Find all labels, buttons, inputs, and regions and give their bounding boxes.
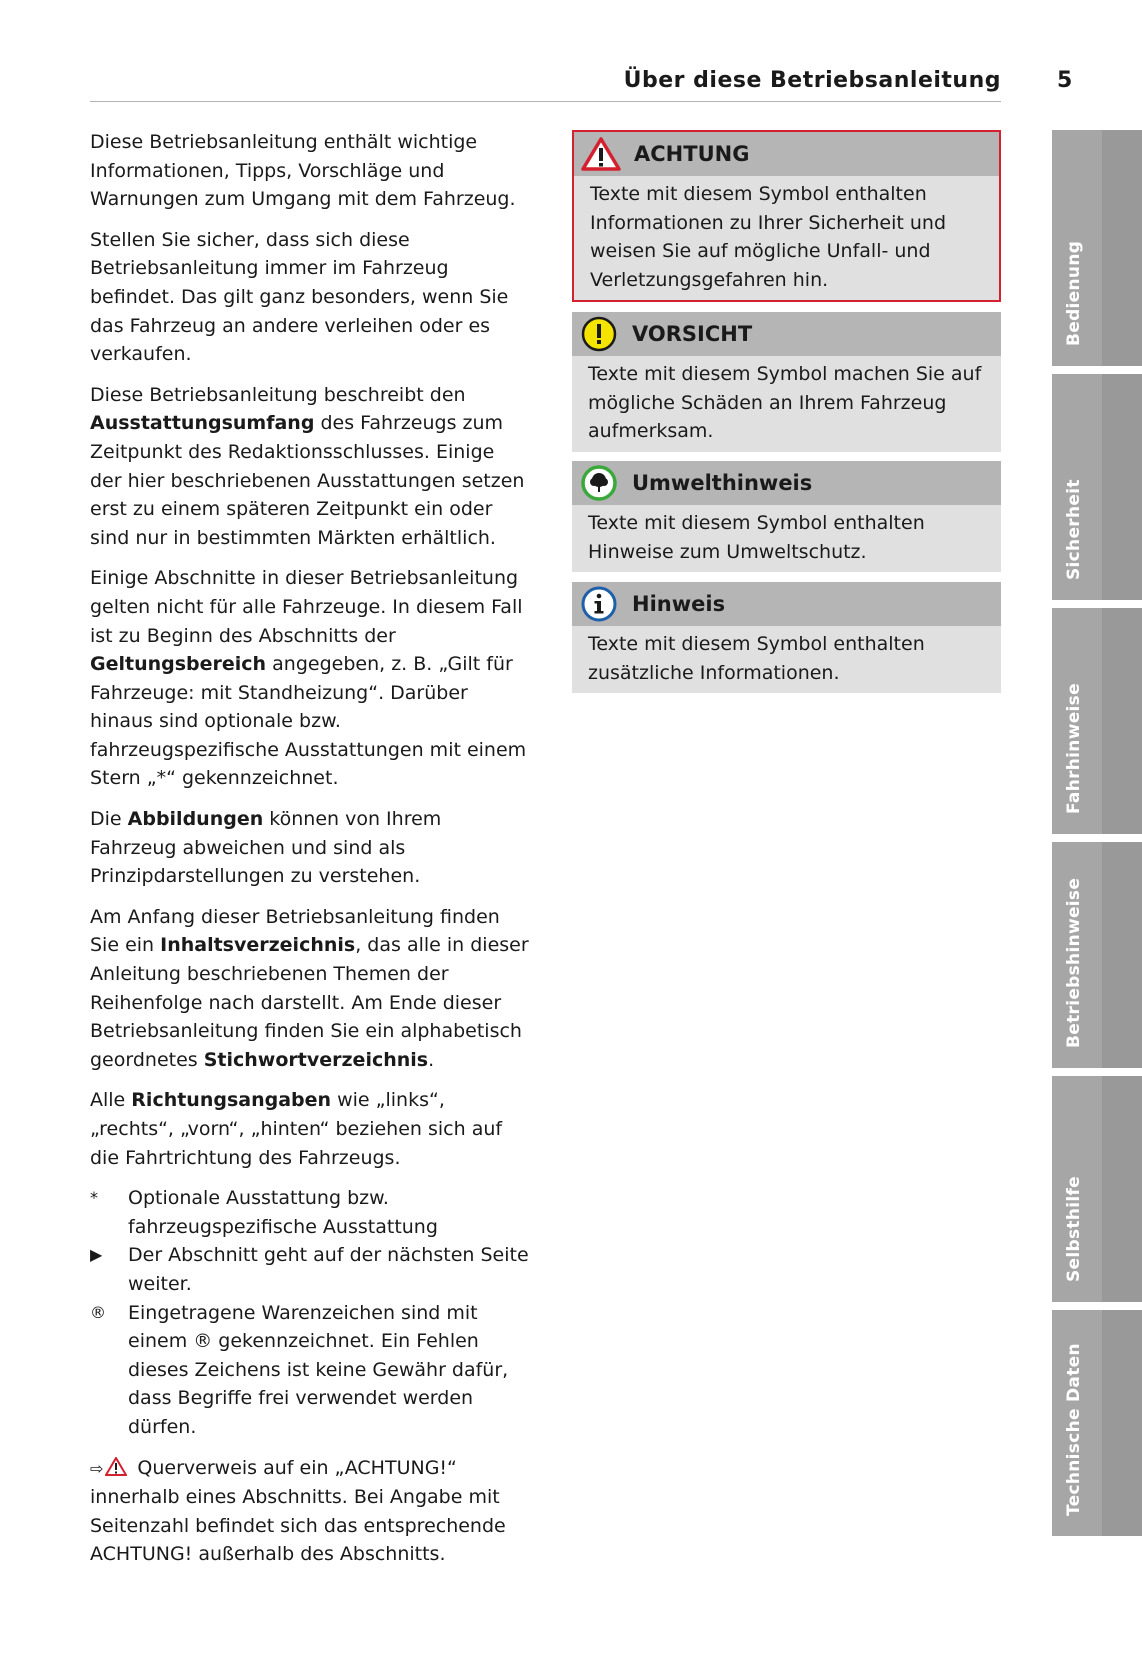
notice-header bbox=[574, 132, 999, 176]
notice-header bbox=[572, 582, 1001, 626]
cross-ref-arrow-icon: ⇨ bbox=[90, 1458, 104, 1478]
main-text-column bbox=[90, 128, 530, 1581]
paragraph-keep-in-vehicle: Stellen Sie sicher, dass sich diese Betriebsanleitung immer im Fahrzeug befindet. Das gilt ganz besonders, wenn Sie das Fahrzeug an andere verleihen oder es verkaufen. bbox=[90, 228, 509, 366]
cross-ref-text: Querverweis auf ein „ACHTUNG!“ innerhalb eines Abschnitts. Bei Angabe mit Seitenzahl befindet sich das entsprechende ACHTUNG! außerhalb des Abschnitts. bbox=[90, 1456, 506, 1566]
bold-term: Abbildungen bbox=[127, 808, 264, 831]
symbol-legend bbox=[90, 1184, 530, 1441]
text-segment: Die bbox=[90, 808, 128, 831]
text-segment: Am Anfang dieser Betriebsanleitung finden Sie ein bbox=[90, 905, 500, 957]
bold-term: Inhaltsverzeichnis bbox=[160, 934, 356, 957]
notice-header bbox=[572, 461, 1001, 505]
notice-hinweis bbox=[572, 582, 1001, 693]
paragraph-illustrations bbox=[90, 805, 530, 891]
asterisk-icon: * bbox=[90, 1188, 98, 1208]
page-title: Über diese Betriebsanleitung bbox=[623, 68, 1001, 93]
paragraph-scope bbox=[90, 564, 530, 793]
paragraph-index bbox=[90, 903, 530, 1075]
notice-text: Texte mit diesem Symbol enthalten Informationen zu Ihrer Sicherheit und weisen Sie auf mögliche Unfall- und Verletzungsgefahren hin. bbox=[590, 183, 947, 291]
side-tab-label: Selbsthilfe bbox=[1064, 1176, 1084, 1282]
paragraph-equipment bbox=[90, 381, 530, 553]
text-segment: Alle bbox=[90, 1089, 132, 1112]
notice-text: Texte mit diesem Symbol enthalten Hinweise zum Umweltschutz. bbox=[588, 512, 925, 563]
legend-item bbox=[90, 1184, 530, 1241]
side-tab-bedienung[interactable] bbox=[1052, 130, 1142, 366]
text-segment: können von Ihrem Fahrzeug abweichen und sind als Prinzipdarstellungen zu verstehen. bbox=[90, 808, 442, 888]
bold-term: Richtungsangaben bbox=[131, 1089, 332, 1112]
side-tab-selbsthilfe[interactable] bbox=[1052, 1076, 1142, 1302]
paragraph-directions bbox=[90, 1086, 530, 1172]
legend-item bbox=[90, 1299, 530, 1442]
paragraph-cross-reference bbox=[90, 1454, 530, 1569]
legend-text: Der Abschnitt geht auf der nächsten Seite weiter. bbox=[128, 1244, 529, 1295]
warning-triangle-icon bbox=[105, 1457, 127, 1476]
legend-text: Eingetragene Warenzeichen sind mit einem ® gekennzeichnet. Ein Fehlen dieses Zeichens ist keine Gewähr dafür, dass Begriffe frei verwendet werden dürfen. bbox=[128, 1301, 509, 1438]
bold-term: Geltungsbereich bbox=[90, 653, 267, 676]
tree-eco-icon bbox=[578, 465, 620, 501]
side-tab-label: Bedienung bbox=[1064, 240, 1084, 346]
text-segment: Einige Abschnitte in dieser Betriebsanleitung gelten nicht für alle Fahrzeuge. In diesem Fall ist zu Beginn des Abschnitts der bbox=[90, 567, 523, 647]
notice-achtung bbox=[572, 130, 1001, 302]
registered-icon: ® bbox=[90, 1302, 106, 1322]
side-tab-label: Technische Daten bbox=[1064, 1343, 1084, 1516]
page-number: 5 bbox=[1057, 68, 1073, 93]
text-segment: wie „links“, „rechts“, „vorn“, „hinten“ beziehen sich auf die Fahrtrichtung des Fahrzeugs. bbox=[90, 1089, 503, 1169]
text-segment: , das alle in dieser Anleitung beschriebenen Themen der Reihenfolge nach darstellt. Am Ende dieser Betriebsanleitung finden Sie ein alphabetisch geordnetes bbox=[90, 934, 529, 1071]
notice-text: Texte mit diesem Symbol machen Sie auf mögliche Schäden an Ihrem Fahrzeug aufmerksam. bbox=[588, 363, 982, 443]
warning-triangle-icon bbox=[580, 136, 622, 172]
notice-title: VORSICHT bbox=[632, 322, 753, 346]
header-divider bbox=[90, 101, 1001, 102]
text-segment: des Fahrzeugs zum Zeitpunkt des Redaktionsschlusses. Einige der hier beschriebenen Ausstattungen setzen erst zu einem späteren Zeitpunkt ein oder sind nur in bestimmten Märkten erhältlich. bbox=[90, 412, 525, 549]
notice-title: Hinweis bbox=[632, 592, 726, 616]
bold-term: Stichwortverzeichnis bbox=[203, 1048, 429, 1071]
side-tab-label: Fahrhinweise bbox=[1064, 683, 1084, 814]
side-tab-fahrhinweise[interactable] bbox=[1052, 608, 1142, 834]
notice-title: Umwelthinweis bbox=[632, 471, 813, 495]
side-tab-technische-daten[interactable] bbox=[1052, 1310, 1142, 1536]
legend-item bbox=[90, 1241, 530, 1298]
notice-header bbox=[572, 312, 1001, 356]
info-icon bbox=[578, 586, 620, 622]
legend-text: Optionale Ausstattung bzw. fahrzeugspezifische Ausstattung bbox=[128, 1187, 438, 1238]
notice-text: Texte mit diesem Symbol enthalten zusätzliche Informationen. bbox=[588, 633, 925, 684]
bold-term: Ausstattungsumfang bbox=[90, 412, 315, 435]
side-tab-sicherheit[interactable] bbox=[1052, 374, 1142, 600]
side-tab-label: Betriebshinweise bbox=[1064, 877, 1084, 1048]
caution-exclamation-icon bbox=[578, 316, 620, 352]
side-tab-betriebshinweise[interactable] bbox=[1052, 842, 1142, 1068]
text-segment: . bbox=[428, 1048, 435, 1071]
side-tab-label: Sicherheit bbox=[1064, 479, 1084, 580]
notice-umwelthinweis bbox=[572, 461, 1001, 572]
text-segment: angegeben, z. B. „Gilt für Fahrzeuge: mit Standheizung“. Darüber hinaus sind optionale bzw. fahrzeugspezifische Ausstattungen mit einem Stern „*“ gekennzeichnet. bbox=[90, 653, 527, 790]
continue-arrow-icon: ▶ bbox=[90, 1245, 103, 1265]
notice-title: ACHTUNG bbox=[634, 142, 750, 166]
notice-vorsicht bbox=[572, 312, 1001, 452]
text-segment: Diese Betriebsanleitung beschreibt den bbox=[90, 383, 466, 406]
paragraph-intro: Diese Betriebsanleitung enthält wichtige Informationen, Tipps, Vorschläge und Warnungen zum Umgang mit dem Fahrzeug. bbox=[90, 131, 516, 211]
